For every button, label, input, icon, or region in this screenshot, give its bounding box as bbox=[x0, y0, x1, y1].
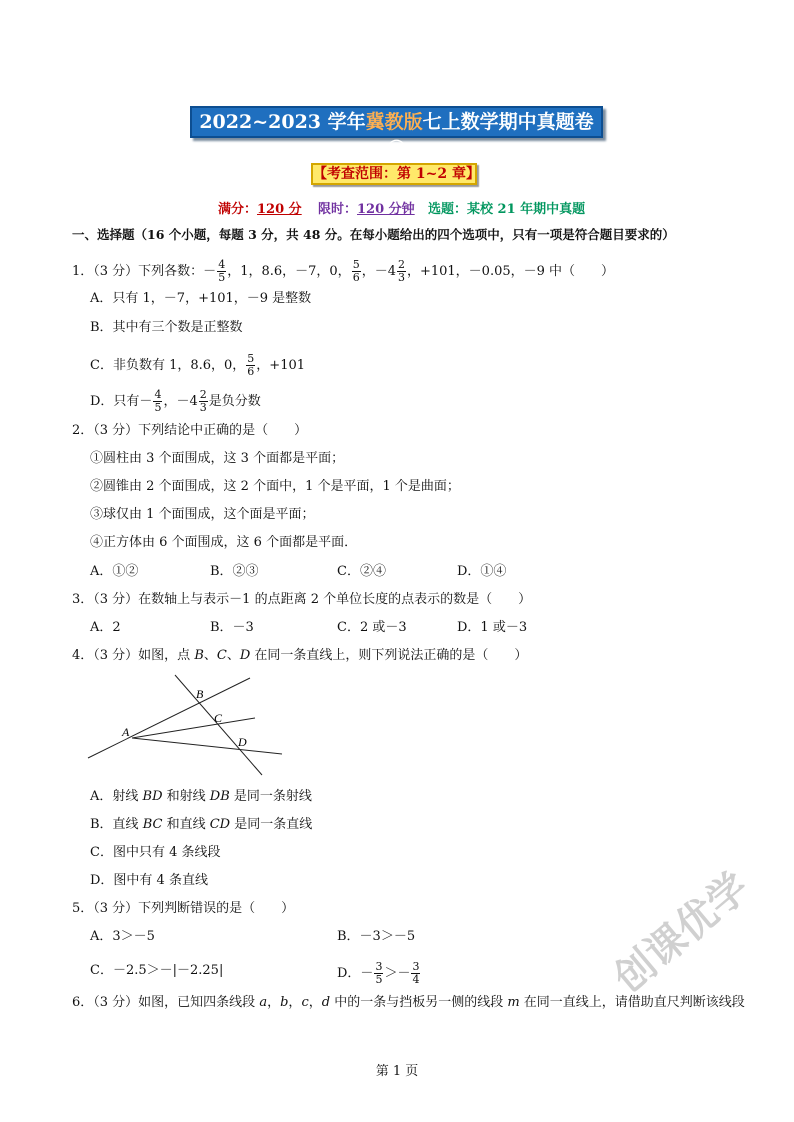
full-score-value: 120 分 bbox=[257, 202, 302, 217]
time-limit-value: 120 分钟 bbox=[357, 202, 415, 217]
q2-option-c: C．②④ bbox=[337, 564, 386, 579]
q4-label-d: D bbox=[238, 735, 247, 749]
exam-title bbox=[190, 106, 603, 161]
q2-statement-3: ③球仅由 1 个面围成，这个面是平面； bbox=[90, 507, 315, 522]
q1-frac-2: $\frac{5}{6}$ bbox=[352, 258, 360, 284]
q1-option-c: C．非负数有 1，8.6，0， $\frac{5}{6}$ ，+101 bbox=[90, 352, 306, 378]
q1-text-d: ，+101，－0.05，－9 中（ ） bbox=[406, 264, 615, 279]
exam-range: 【考查范围：第 1~2 章】 bbox=[311, 163, 477, 185]
q5-optd-frac-2: $\frac{3}{4}$ bbox=[412, 960, 420, 986]
q3-stem: 3．（3 分）在数轴上与表示－1 的点距离 2 个单位长度的点表示的数是（ ） bbox=[72, 592, 532, 607]
q4-figure bbox=[80, 670, 295, 780]
title-year: 2022~2023 学年 bbox=[199, 111, 366, 133]
full-score-label: 满分： bbox=[218, 202, 258, 217]
q5-option-a: A．3＞－5 bbox=[90, 929, 155, 944]
q4-line-ac bbox=[132, 718, 255, 738]
q2-statement-2: ②圆锥由 2 个面围成，这 2 个面中，1 个是平面，1 个是曲面； bbox=[90, 479, 460, 494]
section-title: 一、选择题（16 个小题，每题 3 分，共 48 分。在每小题给出的四个选项中，只有一项是符合题目要求的） bbox=[72, 227, 675, 242]
q4-stem: 4．（3 分）如图，点 B、C、D 在同一条直线上，则下列说法正确的是（ ） bbox=[72, 648, 528, 663]
q5-option-c: C．－2.5＞－|－2.25| bbox=[90, 963, 224, 978]
q4-label-b: B bbox=[196, 687, 204, 701]
title-edition: 冀教版 bbox=[365, 111, 423, 133]
full-score bbox=[218, 198, 302, 217]
q5-optd-frac-1: $\frac{3}{5}$ bbox=[375, 960, 383, 986]
q1-stem bbox=[72, 259, 614, 284]
q4-line-bd bbox=[175, 675, 262, 775]
q5-option-d: D．－ $\frac{3}{5}$ ＞－ $\frac{3}{4}$ bbox=[337, 960, 420, 986]
q5-stem: 5．（3 分）下列判断错误的是（ ） bbox=[72, 901, 295, 916]
q1-text-c: ，－4 bbox=[361, 264, 396, 279]
q4-option-a: A．射线 BD 和射线 DB 是同一条射线 bbox=[90, 789, 312, 804]
q1-option-d: D．只有－ $\frac{4}{5}$ ，－4 $\frac{2}{3}$ 是负分数 bbox=[90, 388, 261, 414]
q2-stem: 2．（3 分）下列结论中正确的是（ ） bbox=[72, 423, 308, 438]
q1-option-b: B．其中有三个数是正整数 bbox=[90, 320, 243, 335]
q1-option-a: A．只有 1，－7，+101，－9 是整数 bbox=[90, 291, 312, 306]
q2-statement-4: ④正方体由 6 个面围成，这 6 个面都是平面． bbox=[90, 535, 358, 550]
q1-frac-1: $\frac{4}{5}$ bbox=[218, 258, 226, 284]
question-source: 选题：某校 21 年期中真题 bbox=[428, 202, 586, 217]
q1-text-a: 1．（3 分）下列各数：－ bbox=[72, 264, 217, 279]
q1-optc-frac: $\frac{5}{6}$ bbox=[247, 352, 255, 378]
watermark-logo: 创课优学 bbox=[605, 864, 758, 1003]
q4-line-ad bbox=[132, 738, 282, 754]
q1-optd-frac-1: $\frac{4}{5}$ bbox=[154, 388, 162, 414]
q1-text-b: ，1，8.6，－7，0， bbox=[227, 264, 351, 279]
q4-option-c: C．图中只有 4 条线段 bbox=[90, 845, 221, 860]
q4-line-ab bbox=[88, 678, 250, 758]
q6-stem: 6．（3 分）如图，已知四条线段 a，b，c，d 中的一条与挡板另一侧的线段 m 在同一直线上，请借助直尺判断该线段 bbox=[72, 995, 745, 1010]
q2-statement-1: ①圆柱由 3 个面围成，这 3 个面都是平面； bbox=[90, 451, 345, 466]
q4-label-a: A bbox=[122, 725, 130, 739]
title-rest: 七上数学期中真题卷① bbox=[386, 111, 594, 161]
q3-option-b: B．－3 bbox=[210, 620, 254, 635]
q3-option-c: C．2 或－3 bbox=[337, 620, 407, 635]
q2-option-a: A．①② bbox=[90, 564, 139, 579]
q3-option-a: A．2 bbox=[90, 620, 121, 635]
q2-option-b: B．②③ bbox=[210, 564, 259, 579]
time-limit bbox=[318, 198, 415, 217]
time-limit-label: 限时： bbox=[318, 202, 358, 217]
q2-option-d: D．①④ bbox=[457, 564, 507, 579]
q1-optd-frac-2: $\frac{2}{3}$ bbox=[199, 388, 207, 414]
q4-option-d: D．图中有 4 条直线 bbox=[90, 873, 208, 888]
q3-option-d: D．1 或－3 bbox=[457, 620, 528, 635]
q1-frac-3: $\frac{2}{3}$ bbox=[397, 258, 405, 284]
page-number: 第 1 页 bbox=[375, 1064, 419, 1079]
q5-option-b: B．－3＞－5 bbox=[337, 929, 416, 944]
q4-label-c: C bbox=[214, 711, 223, 725]
q4-option-b: B．直线 BC 和直线 CD 是同一条直线 bbox=[90, 817, 313, 832]
